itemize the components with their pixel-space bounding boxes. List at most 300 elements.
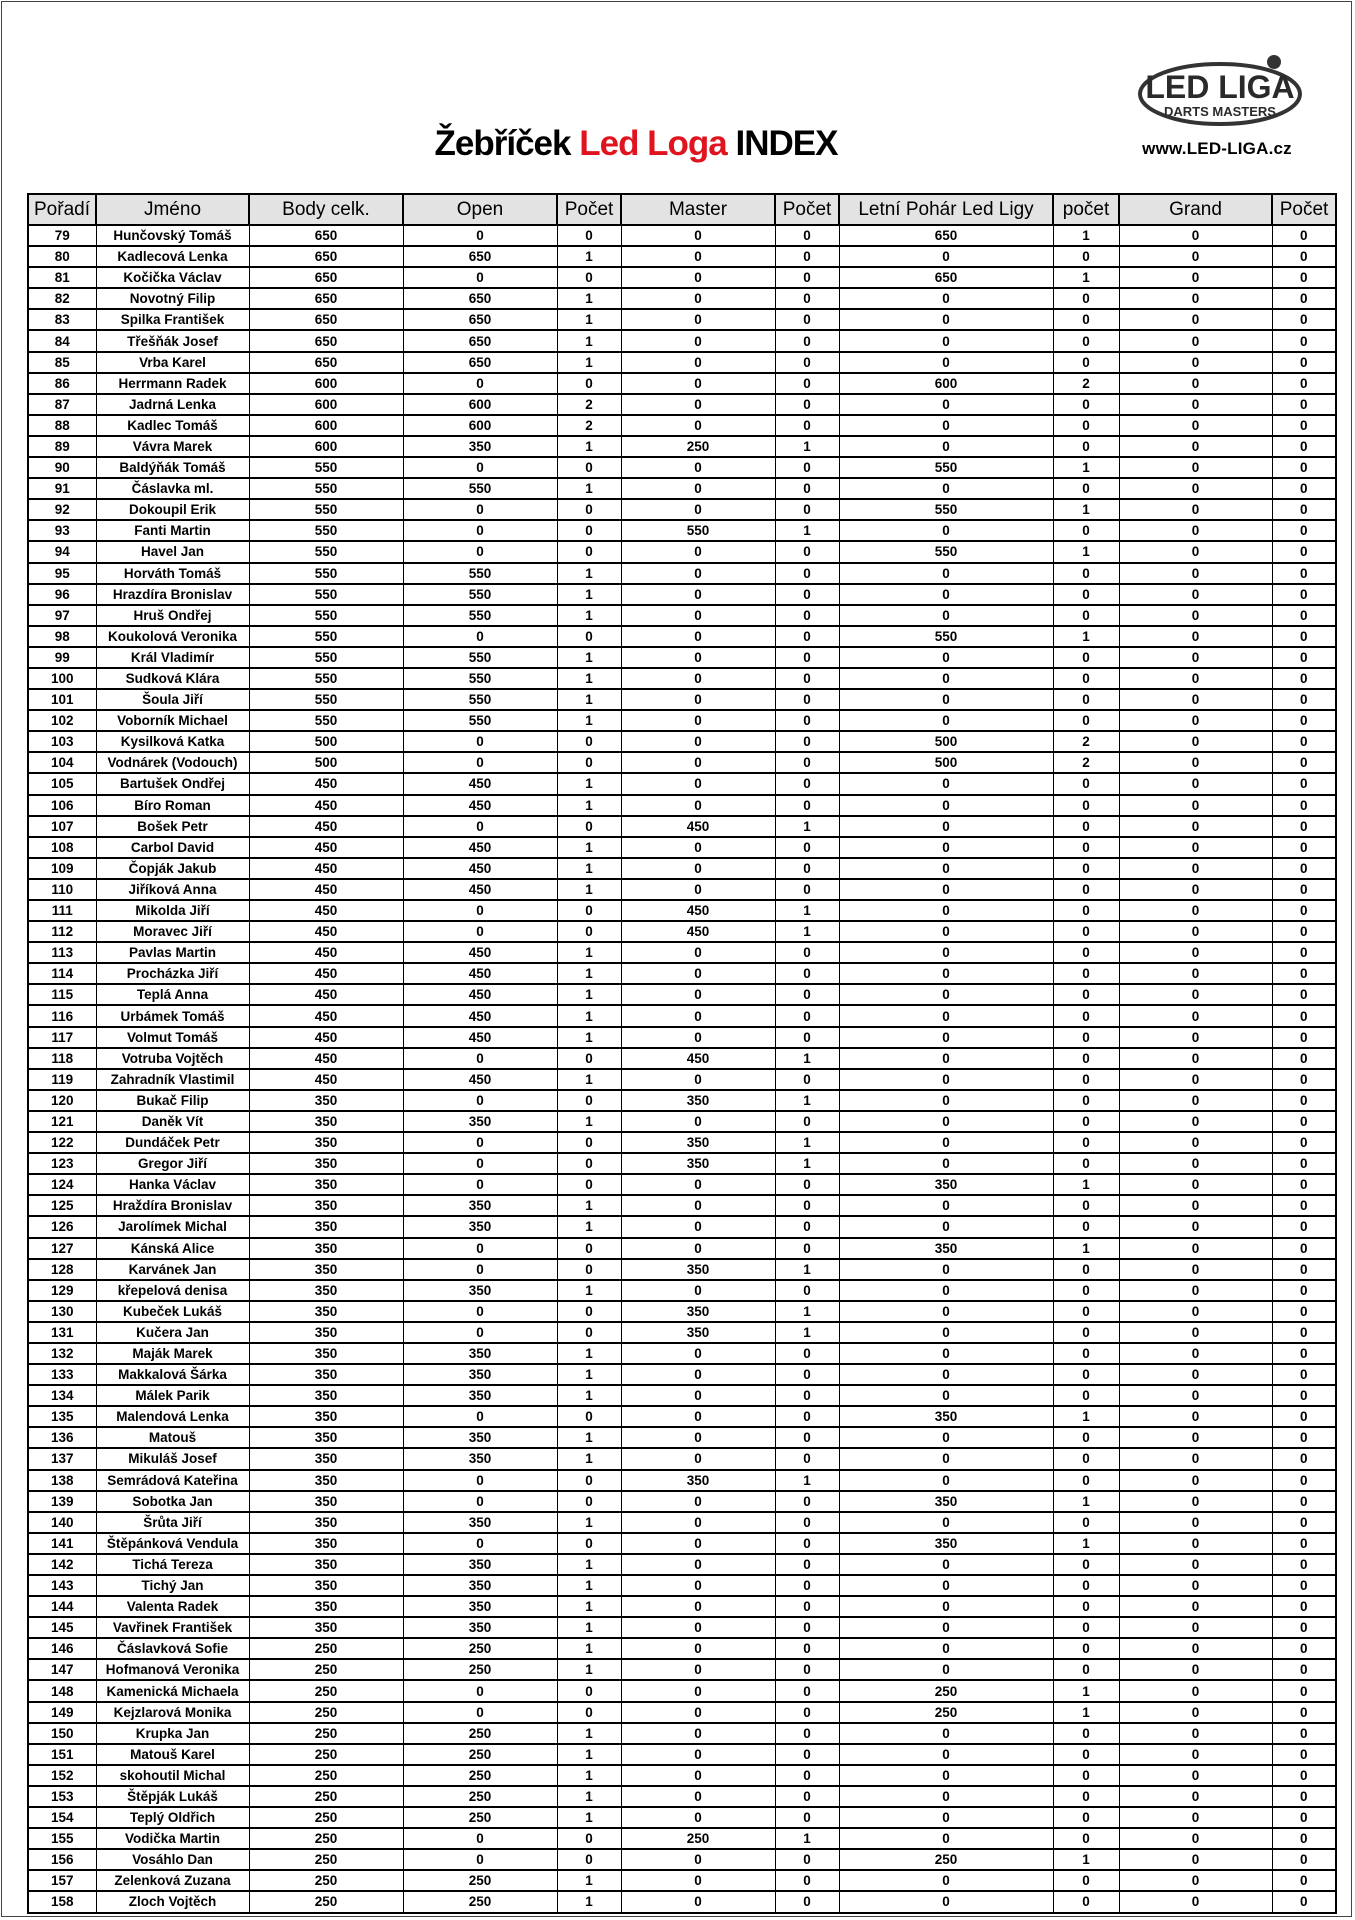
cell-summer-cup: 0 <box>839 1111 1053 1132</box>
table-row <box>28 1659 1336 1680</box>
cell-open-count: 2 <box>557 394 621 415</box>
table-row <box>28 626 1336 647</box>
cell-rank: 97 <box>28 605 96 626</box>
cell-master-count: 0 <box>775 1069 839 1090</box>
cell-master-count: 0 <box>775 773 839 794</box>
cell-name: Hunčovský Tomáš <box>96 225 249 246</box>
column-header-master-count: Počet <box>775 194 839 225</box>
cell-grand: 0 <box>1119 1280 1272 1301</box>
cell-summer-cup: 0 <box>839 1786 1053 1807</box>
cell-name: Vrba Karel <box>96 352 249 373</box>
cell-grand: 0 <box>1119 1849 1272 1870</box>
cell-open: 350 <box>403 1280 557 1301</box>
cell-open: 450 <box>403 837 557 858</box>
cell-rank: 128 <box>28 1259 96 1280</box>
table-row <box>28 752 1336 773</box>
cell-summer-cup-count: 0 <box>1053 415 1119 436</box>
table-row <box>28 1427 1336 1448</box>
cell-rank: 126 <box>28 1216 96 1237</box>
cell-rank: 114 <box>28 963 96 984</box>
cell-grand-count: 0 <box>1272 1301 1336 1322</box>
cell-grand-count: 0 <box>1272 1786 1336 1807</box>
cell-total-points: 250 <box>249 1744 403 1765</box>
cell-rank: 152 <box>28 1765 96 1786</box>
cell-total-points: 550 <box>249 563 403 584</box>
cell-name: Gregor Jiří <box>96 1153 249 1174</box>
cell-grand: 0 <box>1119 731 1272 752</box>
cell-open-count: 1 <box>557 710 621 731</box>
cell-total-points: 350 <box>249 1280 403 1301</box>
cell-rank: 91 <box>28 478 96 499</box>
cell-master: 0 <box>621 1238 775 1259</box>
cell-total-points: 450 <box>249 1005 403 1026</box>
table-row <box>28 1849 1336 1870</box>
cell-open-count: 0 <box>557 752 621 773</box>
cell-open: 350 <box>403 1596 557 1617</box>
cell-open-count: 1 <box>557 1659 621 1680</box>
cell-grand-count: 0 <box>1272 1406 1336 1427</box>
title-part-1: Žebříček <box>434 124 580 163</box>
cell-name: Matouš Karel <box>96 1744 249 1765</box>
cell-total-points: 550 <box>249 605 403 626</box>
cell-master: 0 <box>621 373 775 394</box>
cell-master: 0 <box>621 1111 775 1132</box>
cell-master-count: 0 <box>775 1765 839 1786</box>
logo-graphic <box>1136 52 1304 140</box>
cell-master: 350 <box>621 1090 775 1111</box>
cell-open-count: 1 <box>557 647 621 668</box>
cell-summer-cup-count: 2 <box>1053 373 1119 394</box>
cell-master-count: 1 <box>775 900 839 921</box>
cell-rank: 92 <box>28 499 96 520</box>
led-liga-logo <box>1136 52 1304 140</box>
cell-total-points: 550 <box>249 478 403 499</box>
cell-master: 0 <box>621 1659 775 1680</box>
table-row <box>28 1238 1336 1259</box>
cell-master: 350 <box>621 1153 775 1174</box>
cell-open: 0 <box>403 900 557 921</box>
cell-master: 450 <box>621 900 775 921</box>
cell-grand: 0 <box>1119 1385 1272 1406</box>
cell-total-points: 350 <box>249 1406 403 1427</box>
cell-total-points: 350 <box>249 1427 403 1448</box>
cell-grand: 0 <box>1119 1575 1272 1596</box>
cell-total-points: 250 <box>249 1765 403 1786</box>
cell-summer-cup: 0 <box>839 710 1053 731</box>
cell-grand-count: 0 <box>1272 394 1336 415</box>
cell-open-count: 1 <box>557 858 621 879</box>
cell-open: 550 <box>403 647 557 668</box>
cell-open-count: 1 <box>557 1005 621 1026</box>
cell-grand-count: 0 <box>1272 541 1336 562</box>
cell-total-points: 550 <box>249 541 403 562</box>
cell-name: Mikolda Jiří <box>96 900 249 921</box>
cell-summer-cup-count: 1 <box>1053 1174 1119 1195</box>
cell-summer-cup-count: 0 <box>1053 1765 1119 1786</box>
cell-rank: 86 <box>28 373 96 394</box>
cell-master: 450 <box>621 1048 775 1069</box>
cell-summer-cup-count: 0 <box>1053 1807 1119 1828</box>
cell-master: 0 <box>621 1491 775 1512</box>
cell-summer-cup: 0 <box>839 837 1053 858</box>
cell-total-points: 650 <box>249 246 403 267</box>
cell-open-count: 1 <box>557 963 621 984</box>
cell-open: 0 <box>403 499 557 520</box>
cell-master-count: 0 <box>775 288 839 309</box>
cell-master: 0 <box>621 1680 775 1701</box>
cell-master-count: 0 <box>775 1512 839 1533</box>
cell-open: 650 <box>403 246 557 267</box>
cell-summer-cup-count: 0 <box>1053 352 1119 373</box>
cell-open: 250 <box>403 1638 557 1659</box>
cell-master: 0 <box>621 1702 775 1723</box>
cell-grand: 0 <box>1119 837 1272 858</box>
cell-grand-count: 0 <box>1272 1027 1336 1048</box>
cell-summer-cup-count: 0 <box>1053 330 1119 351</box>
cell-master-count: 0 <box>775 837 839 858</box>
cell-name: Pavlas Martin <box>96 942 249 963</box>
cell-summer-cup-count: 1 <box>1053 626 1119 647</box>
cell-name: Hraždíra Bronislav <box>96 1195 249 1216</box>
cell-total-points: 600 <box>249 415 403 436</box>
cell-name: Voborník Michael <box>96 710 249 731</box>
cell-rank: 136 <box>28 1427 96 1448</box>
table-row <box>28 837 1336 858</box>
cell-open: 0 <box>403 1259 557 1280</box>
cell-grand: 0 <box>1119 1153 1272 1174</box>
cell-open: 0 <box>403 1090 557 1111</box>
cell-grand: 0 <box>1119 1427 1272 1448</box>
cell-summer-cup: 0 <box>839 1807 1053 1828</box>
cell-master: 0 <box>621 1512 775 1533</box>
cell-total-points: 350 <box>249 1617 403 1638</box>
table-row <box>28 1174 1336 1195</box>
cell-name: Tichý Jan <box>96 1575 249 1596</box>
cell-open-count: 1 <box>557 1512 621 1533</box>
cell-total-points: 600 <box>249 394 403 415</box>
cell-open: 250 <box>403 1870 557 1891</box>
cell-grand-count: 0 <box>1272 330 1336 351</box>
cell-grand: 0 <box>1119 394 1272 415</box>
cell-total-points: 650 <box>249 352 403 373</box>
cell-summer-cup: 0 <box>839 1575 1053 1596</box>
table-row <box>28 1406 1336 1427</box>
cell-name: Čáslavka ml. <box>96 478 249 499</box>
cell-grand-count: 0 <box>1272 1111 1336 1132</box>
cell-master: 0 <box>621 1765 775 1786</box>
cell-name: Moravec Jiří <box>96 921 249 942</box>
column-header-open-count: Počet <box>557 194 621 225</box>
cell-grand-count: 0 <box>1272 1343 1336 1364</box>
cell-summer-cup-count: 0 <box>1053 1259 1119 1280</box>
cell-grand: 0 <box>1119 1554 1272 1575</box>
cell-master: 0 <box>621 942 775 963</box>
column-header-name: Jméno <box>96 194 249 225</box>
cell-open: 650 <box>403 309 557 330</box>
cell-open-count: 0 <box>557 626 621 647</box>
table-row <box>28 605 1336 626</box>
cell-name: Malendová Lenka <box>96 1406 249 1427</box>
cell-grand-count: 0 <box>1272 499 1336 520</box>
cell-summer-cup-count: 0 <box>1053 1069 1119 1090</box>
cell-summer-cup: 0 <box>839 1638 1053 1659</box>
cell-total-points: 550 <box>249 626 403 647</box>
cell-master-count: 0 <box>775 1638 839 1659</box>
cell-name: Bukač Filip <box>96 1090 249 1111</box>
cell-name: Zahradník Vlastimil <box>96 1069 249 1090</box>
cell-total-points: 500 <box>249 752 403 773</box>
cell-summer-cup-count: 0 <box>1053 520 1119 541</box>
cell-rank: 144 <box>28 1596 96 1617</box>
cell-open: 0 <box>403 1301 557 1322</box>
table-row <box>28 1132 1336 1153</box>
cell-name: Baldýňák Tomáš <box>96 457 249 478</box>
cell-master-count: 0 <box>775 731 839 752</box>
cell-open: 0 <box>403 1153 557 1174</box>
cell-master: 0 <box>621 1807 775 1828</box>
cell-summer-cup-count: 0 <box>1053 1343 1119 1364</box>
table-row <box>28 795 1336 816</box>
logo-text-sub: DARTS MASTERS <box>1164 104 1276 119</box>
cell-grand: 0 <box>1119 1005 1272 1026</box>
cell-grand: 0 <box>1119 1786 1272 1807</box>
cell-grand: 0 <box>1119 478 1272 499</box>
cell-grand: 0 <box>1119 1744 1272 1765</box>
cell-rank: 117 <box>28 1027 96 1048</box>
cell-grand-count: 0 <box>1272 1132 1336 1153</box>
cell-open-count: 1 <box>557 584 621 605</box>
cell-total-points: 350 <box>249 1216 403 1237</box>
cell-open-count: 1 <box>557 1427 621 1448</box>
cell-grand: 0 <box>1119 1195 1272 1216</box>
cell-master: 0 <box>621 1849 775 1870</box>
cell-name: Maják Marek <box>96 1343 249 1364</box>
page-title <box>0 124 1272 164</box>
cell-summer-cup-count: 0 <box>1053 584 1119 605</box>
cell-open-count: 1 <box>557 605 621 626</box>
cell-master-count: 1 <box>775 921 839 942</box>
table-row <box>28 731 1336 752</box>
cell-open-count: 0 <box>557 1828 621 1849</box>
cell-open: 450 <box>403 1005 557 1026</box>
cell-total-points: 350 <box>249 1470 403 1491</box>
cell-summer-cup: 0 <box>839 1617 1053 1638</box>
cell-summer-cup: 0 <box>839 1596 1053 1617</box>
cell-summer-cup: 550 <box>839 626 1053 647</box>
cell-grand: 0 <box>1119 1048 1272 1069</box>
cell-open-count: 1 <box>557 1216 621 1237</box>
cell-grand-count: 0 <box>1272 1259 1336 1280</box>
cell-open: 250 <box>403 1744 557 1765</box>
cell-name: Hrazdíra Bronislav <box>96 584 249 605</box>
cell-grand: 0 <box>1119 879 1272 900</box>
table-row <box>28 1512 1336 1533</box>
cell-summer-cup-count: 1 <box>1053 1680 1119 1701</box>
cell-rank: 153 <box>28 1786 96 1807</box>
cell-summer-cup: 350 <box>839 1406 1053 1427</box>
cell-grand-count: 0 <box>1272 773 1336 794</box>
cell-master-count: 0 <box>775 1238 839 1259</box>
cell-total-points: 350 <box>249 1343 403 1364</box>
cell-name: Fanti Martin <box>96 520 249 541</box>
cell-open-count: 0 <box>557 731 621 752</box>
cell-master-count: 0 <box>775 689 839 710</box>
cell-name: Málek Parik <box>96 1385 249 1406</box>
cell-summer-cup-count: 0 <box>1053 942 1119 963</box>
cell-grand-count: 0 <box>1272 752 1336 773</box>
cell-total-points: 350 <box>249 1596 403 1617</box>
cell-open: 450 <box>403 1027 557 1048</box>
cell-grand: 0 <box>1119 1132 1272 1153</box>
cell-grand-count: 0 <box>1272 1195 1336 1216</box>
cell-open: 0 <box>403 1828 557 1849</box>
cell-name: Kejzlarová Monika <box>96 1702 249 1723</box>
cell-open: 0 <box>403 1048 557 1069</box>
cell-rank: 82 <box>28 288 96 309</box>
cell-open: 350 <box>403 1427 557 1448</box>
cell-name: Kadlecová Lenka <box>96 246 249 267</box>
cell-rank: 134 <box>28 1385 96 1406</box>
cell-rank: 106 <box>28 795 96 816</box>
cell-rank: 100 <box>28 668 96 689</box>
cell-open-count: 0 <box>557 1238 621 1259</box>
cell-open: 350 <box>403 1575 557 1596</box>
cell-open-count: 1 <box>557 436 621 457</box>
cell-summer-cup-count: 0 <box>1053 1280 1119 1301</box>
cell-summer-cup: 0 <box>839 816 1053 837</box>
cell-rank: 129 <box>28 1280 96 1301</box>
cell-grand-count: 0 <box>1272 731 1336 752</box>
cell-grand-count: 0 <box>1272 1491 1336 1512</box>
cell-grand-count: 0 <box>1272 984 1336 1005</box>
cell-open-count: 1 <box>557 1343 621 1364</box>
cell-grand-count: 0 <box>1272 1849 1336 1870</box>
cell-open-count: 0 <box>557 520 621 541</box>
cell-open: 0 <box>403 731 557 752</box>
cell-summer-cup: 0 <box>839 1132 1053 1153</box>
cell-open: 250 <box>403 1659 557 1680</box>
cell-summer-cup-count: 0 <box>1053 478 1119 499</box>
cell-open: 0 <box>403 541 557 562</box>
table-row <box>28 1575 1336 1596</box>
cell-rank: 142 <box>28 1554 96 1575</box>
cell-name: Teplý Oldřich <box>96 1807 249 1828</box>
cell-open: 250 <box>403 1723 557 1744</box>
cell-summer-cup: 0 <box>839 1216 1053 1237</box>
cell-master-count: 0 <box>775 1216 839 1237</box>
cell-summer-cup-count: 0 <box>1053 436 1119 457</box>
cell-rank: 94 <box>28 541 96 562</box>
cell-total-points: 250 <box>249 1849 403 1870</box>
cell-name: Jiříková Anna <box>96 879 249 900</box>
cell-rank: 135 <box>28 1406 96 1427</box>
table-row <box>28 225 1336 246</box>
cell-grand-count: 0 <box>1272 858 1336 879</box>
cell-open: 0 <box>403 1470 557 1491</box>
cell-master: 0 <box>621 541 775 562</box>
table-row <box>28 1364 1336 1385</box>
cell-master-count: 0 <box>775 246 839 267</box>
cell-total-points: 600 <box>249 373 403 394</box>
cell-open: 350 <box>403 1448 557 1469</box>
cell-open: 250 <box>403 1765 557 1786</box>
cell-open-count: 1 <box>557 478 621 499</box>
cell-summer-cup: 0 <box>839 1427 1053 1448</box>
cell-master-count: 0 <box>775 415 839 436</box>
cell-master-count: 0 <box>775 1448 839 1469</box>
cell-grand: 0 <box>1119 246 1272 267</box>
cell-name: Procházka Jiří <box>96 963 249 984</box>
cell-master-count: 0 <box>775 563 839 584</box>
cell-open: 550 <box>403 478 557 499</box>
cell-open-count: 1 <box>557 1027 621 1048</box>
cell-master: 0 <box>621 499 775 520</box>
cell-summer-cup-count: 0 <box>1053 1132 1119 1153</box>
table-row <box>28 584 1336 605</box>
cell-rank: 103 <box>28 731 96 752</box>
cell-open-count: 1 <box>557 309 621 330</box>
cell-total-points: 450 <box>249 837 403 858</box>
cell-master-count: 0 <box>775 1786 839 1807</box>
cell-total-points: 350 <box>249 1575 403 1596</box>
title-part-2: Led Loga <box>579 124 727 163</box>
cell-total-points: 450 <box>249 900 403 921</box>
cell-master-count: 0 <box>775 1617 839 1638</box>
cell-total-points: 650 <box>249 330 403 351</box>
table-row <box>28 1617 1336 1638</box>
cell-name: Vávra Marek <box>96 436 249 457</box>
cell-master-count: 1 <box>775 1153 839 1174</box>
cell-rank: 88 <box>28 415 96 436</box>
table-row <box>28 710 1336 731</box>
cell-summer-cup: 250 <box>839 1849 1053 1870</box>
cell-master-count: 0 <box>775 225 839 246</box>
cell-summer-cup: 0 <box>839 1280 1053 1301</box>
cell-master-count: 0 <box>775 1554 839 1575</box>
table-row <box>28 352 1336 373</box>
cell-open: 0 <box>403 225 557 246</box>
cell-master: 0 <box>621 710 775 731</box>
cell-grand: 0 <box>1119 1364 1272 1385</box>
cell-total-points: 350 <box>249 1174 403 1195</box>
cell-master-count: 0 <box>775 1195 839 1216</box>
cell-summer-cup: 0 <box>839 1554 1053 1575</box>
cell-rank: 122 <box>28 1132 96 1153</box>
cell-grand-count: 0 <box>1272 584 1336 605</box>
cell-open: 450 <box>403 942 557 963</box>
cell-name: Votruba Vojtěch <box>96 1048 249 1069</box>
cell-master: 0 <box>621 352 775 373</box>
table-row <box>28 1828 1336 1849</box>
cell-grand-count: 0 <box>1272 1765 1336 1786</box>
cell-summer-cup: 0 <box>839 1448 1053 1469</box>
cell-grand: 0 <box>1119 1069 1272 1090</box>
table-row <box>28 373 1336 394</box>
cell-grand-count: 0 <box>1272 267 1336 288</box>
cell-master-count: 0 <box>775 1744 839 1765</box>
table-row <box>28 647 1336 668</box>
cell-grand-count: 0 <box>1272 520 1336 541</box>
cell-total-points: 350 <box>249 1322 403 1343</box>
cell-summer-cup: 500 <box>839 752 1053 773</box>
table-row <box>28 1005 1336 1026</box>
cell-summer-cup: 0 <box>839 1512 1053 1533</box>
cell-summer-cup: 0 <box>839 773 1053 794</box>
table-row <box>28 288 1336 309</box>
cell-summer-cup: 0 <box>839 1870 1053 1891</box>
cell-name: Dundáček Petr <box>96 1132 249 1153</box>
cell-master-count: 0 <box>775 858 839 879</box>
